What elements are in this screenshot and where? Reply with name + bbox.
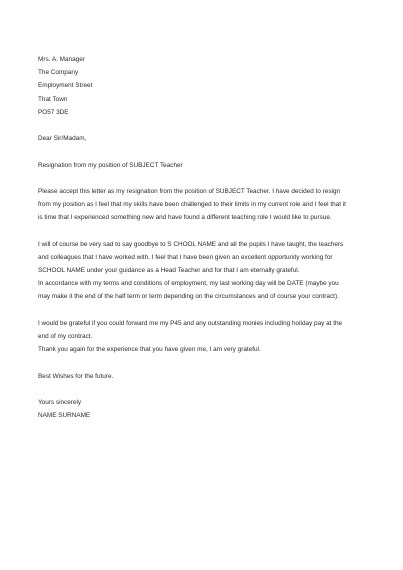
paragraph-goodbye: [38, 238, 368, 304]
paragraph-line: end of my contract.: [38, 332, 93, 340]
recipient-postcode: PO57 3DE: [38, 108, 69, 116]
signature-name: NAME SURNAME: [38, 412, 91, 420]
paragraph-resignation: [38, 185, 368, 225]
paragraph-line: I will of course be very sad to say goodbye to S CHOOL NAME and all the pupils I have taught, the teachers: [38, 240, 344, 248]
paragraph-p45: [38, 317, 368, 357]
recipient-name: Mrs. A. Manager: [38, 56, 85, 63]
paragraph-line: Thank you again for the experience that you have given me, I am very grateful.: [38, 346, 261, 354]
salutation: Dear Sir/Madam,: [38, 135, 87, 143]
paragraph-line: Please accept this letter as my resignation from the position of SUBJECT Teacher. I have decided to resign: [38, 187, 341, 195]
subject-line: Resignation from my position of SUBJECT Teacher: [38, 161, 183, 169]
recipient-address: [38, 53, 368, 119]
closing: Yours sincerely: [38, 398, 82, 406]
paragraph-line: is time that I experienced something new and have found a different teaching role I would like to pursue.: [38, 214, 332, 222]
recipient-street: Employment Street: [38, 82, 93, 90]
paragraph-line: may make it the end of the half term or term depending on the circumstances and of course your contract).: [38, 293, 339, 301]
best-wishes: Best Wishes for the future.: [38, 372, 114, 380]
paragraph-line: In accordance with my terms and conditions of employment, my last working day will be DATE (maybe you: [38, 280, 339, 288]
recipient-company: The Company: [38, 69, 79, 77]
paragraph-line: I would be grateful if you could forward me my P45 and any outstanding monies including holiday pay at the: [38, 319, 343, 327]
paragraph-line: from my position as I feel that my skills have been challenged to their limits in my current role and I feel that it: [38, 201, 346, 209]
recipient-town: That Town: [38, 95, 68, 103]
letter: [38, 53, 368, 422]
paragraph-line: and colleagues that I have worked with. I feel that I have been given an excellent opportunity working for: [38, 253, 333, 261]
paragraph-line: SCHOOL NAME under your guidance as a Head Teacher and for that I am eternally grateful.: [38, 267, 300, 274]
